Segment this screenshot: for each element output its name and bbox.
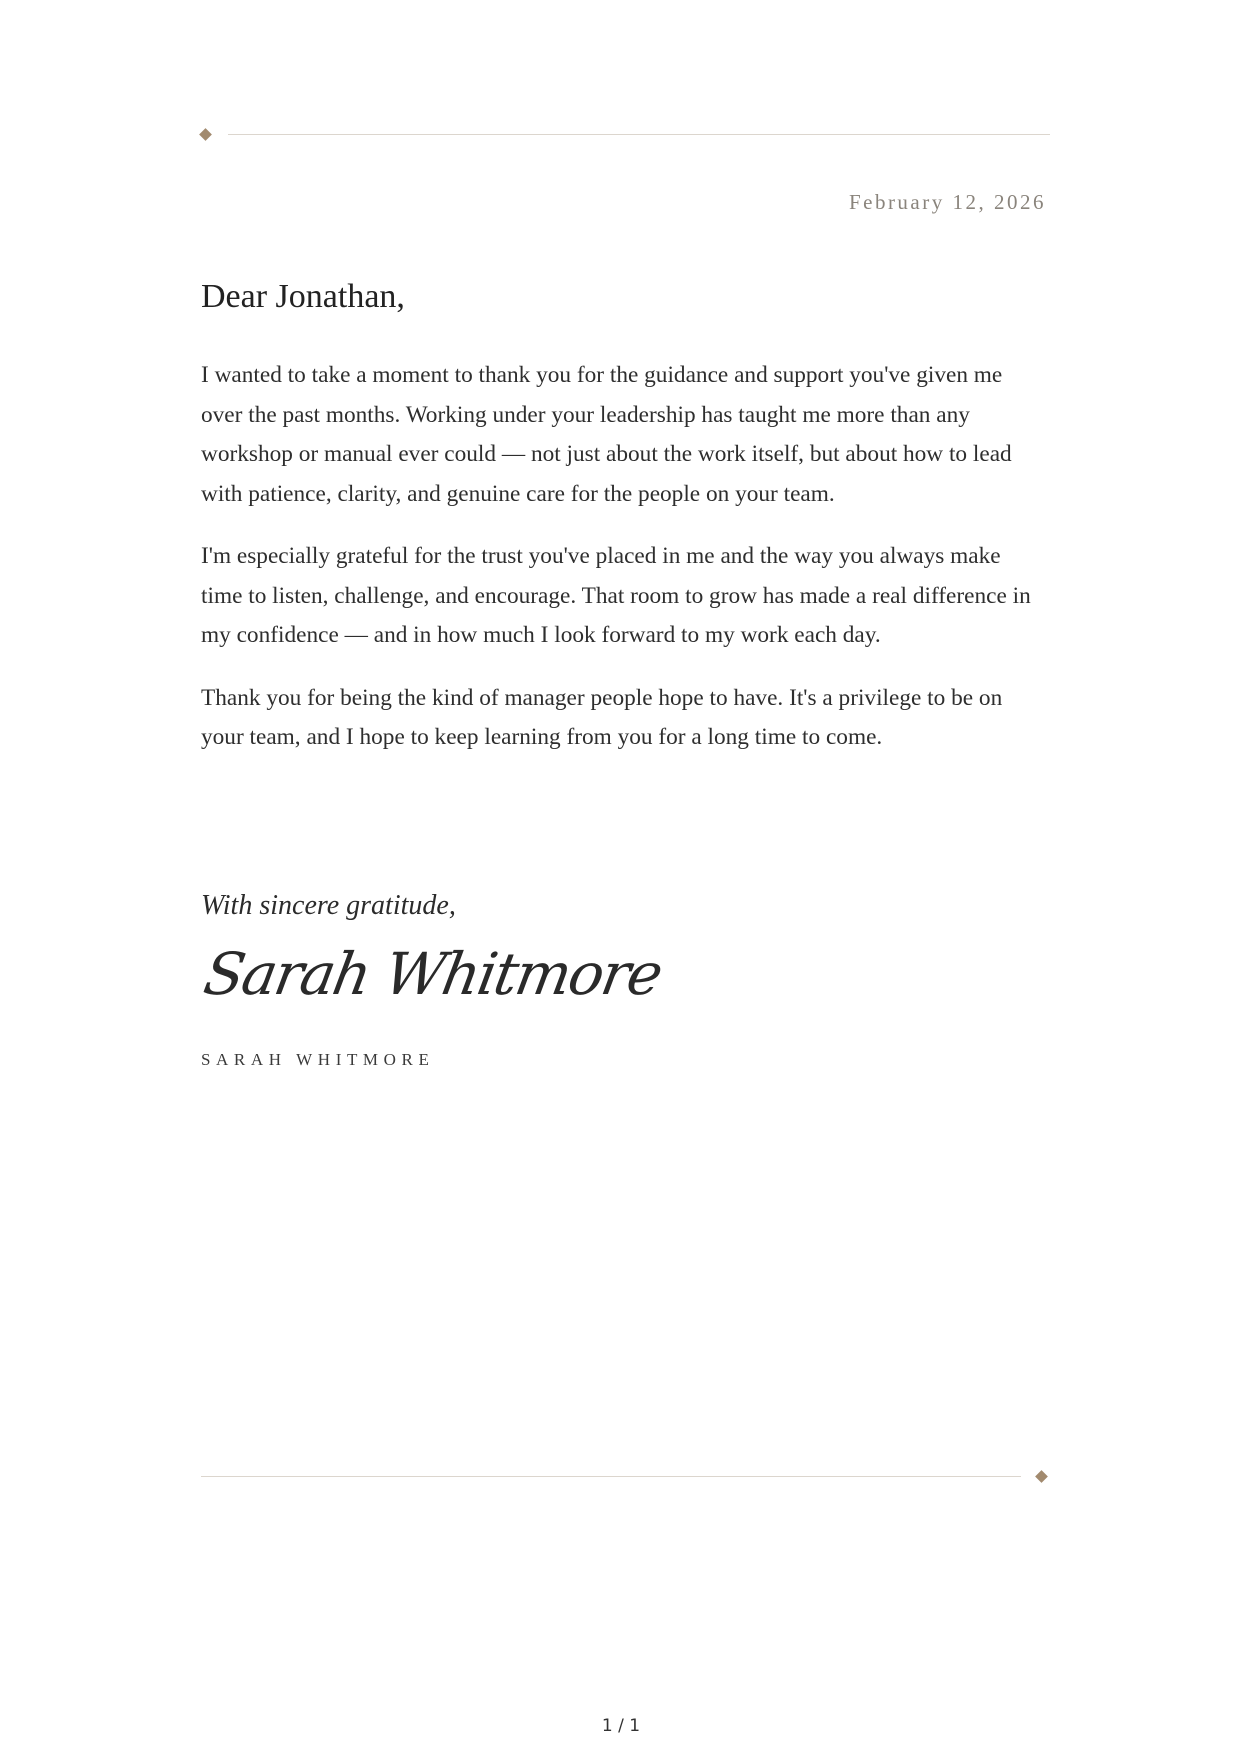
body-paragraph: I'm especially grateful for the trust you've placed in me and the way you always make time to listen, challenge, and encourage. That room to grow has made a real difference in my confidence — and in how much I look forward to my work each day. xyxy=(201,543,1031,648)
letter-date: February 12, 2026 xyxy=(848,190,1046,214)
body-paragraph: Thank you for being the kind of manager people hope to have. It's a privilege to be on your team, and I hope to keep learning from you for a long time to come. xyxy=(201,684,1003,750)
bottom-ornament-diamond xyxy=(1035,1470,1048,1483)
letter-greeting: Dear Jonathan, xyxy=(201,278,405,315)
top-ornament-diamond xyxy=(199,128,212,141)
bottom-divider xyxy=(201,1476,1021,1477)
letter-body xyxy=(201,356,1047,781)
printed-name: SARAH WHITMORE xyxy=(201,1050,435,1069)
body-paragraph: I wanted to take a moment to thank you for the guidance and support you've given me over the past months. Working under your leadership has taught me more than any workshop or manual ever could — not just about the work itself, but about how to lead with patience, clarity, and genuine care for the people on your team. xyxy=(201,362,1012,507)
handwritten-signature: Sarah Whitmore xyxy=(199,940,667,1008)
letter-closing: With sincere gratitude, xyxy=(201,890,456,921)
page-number: 1 / 1 xyxy=(601,1716,641,1736)
top-divider xyxy=(228,134,1050,135)
